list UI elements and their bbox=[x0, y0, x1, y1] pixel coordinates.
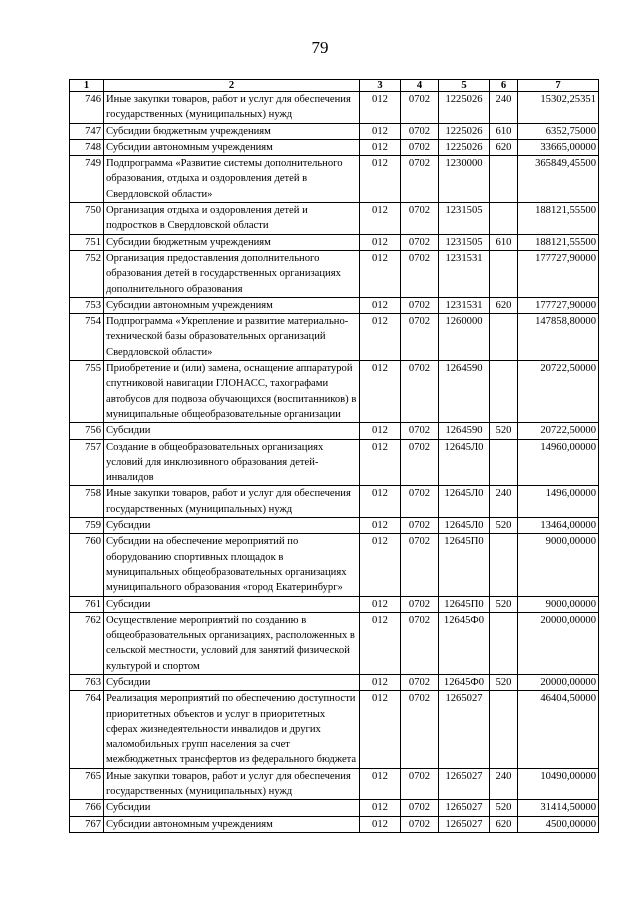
ministry-code: 012 bbox=[360, 156, 401, 203]
row-description: Иные закупки товаров, работ и услуг для обеспечения государственных (муниципальных) нужд bbox=[104, 92, 360, 124]
target-article-code: 1225026 bbox=[439, 92, 490, 124]
column-header: 3 bbox=[360, 80, 401, 92]
target-article-code: 12645Л0 bbox=[439, 439, 490, 486]
budget-table bbox=[69, 79, 599, 833]
row-amount: 33665,00000 bbox=[518, 139, 599, 155]
table-row bbox=[70, 612, 599, 674]
ministry-code: 012 bbox=[360, 297, 401, 313]
column-header: 4 bbox=[401, 80, 439, 92]
expense-type-code: 240 bbox=[490, 486, 518, 518]
section-code: 0702 bbox=[401, 612, 439, 674]
target-article-code: 1231531 bbox=[439, 250, 490, 297]
row-amount: 31414,50000 bbox=[518, 800, 599, 816]
row-number: 763 bbox=[70, 674, 104, 690]
target-article-code: 12645Л0 bbox=[439, 486, 490, 518]
ministry-code: 012 bbox=[360, 596, 401, 612]
table-row bbox=[70, 314, 599, 361]
table-row bbox=[70, 123, 599, 139]
expense-type-code bbox=[490, 314, 518, 361]
row-amount: 20000,00000 bbox=[518, 674, 599, 690]
table-row bbox=[70, 92, 599, 124]
table-row bbox=[70, 691, 599, 768]
table-row bbox=[70, 361, 599, 423]
column-header: 1 bbox=[70, 80, 104, 92]
section-code: 0702 bbox=[401, 800, 439, 816]
row-amount: 14960,00000 bbox=[518, 439, 599, 486]
row-amount: 20000,00000 bbox=[518, 612, 599, 674]
section-code: 0702 bbox=[401, 361, 439, 423]
ministry-code: 012 bbox=[360, 250, 401, 297]
table-row bbox=[70, 768, 599, 800]
target-article-code: 1231531 bbox=[439, 297, 490, 313]
section-code: 0702 bbox=[401, 156, 439, 203]
row-description: Приобретение и (или) замена, оснащение аппаратурой спутниковой навигации ГЛОНАСС, тахографами автобусов для подвоза обучающихся (воспитанников) в муниципальные общеобразовательные организации bbox=[104, 361, 360, 423]
table-row bbox=[70, 534, 599, 596]
section-code: 0702 bbox=[401, 674, 439, 690]
expense-type-code bbox=[490, 203, 518, 235]
row-description: Субсидии бюджетным учреждениям bbox=[104, 123, 360, 139]
row-amount: 177727,90000 bbox=[518, 297, 599, 313]
target-article-code: 1225026 bbox=[439, 123, 490, 139]
row-number: 765 bbox=[70, 768, 104, 800]
ministry-code: 012 bbox=[360, 139, 401, 155]
table-row bbox=[70, 439, 599, 486]
ministry-code: 012 bbox=[360, 518, 401, 534]
table-row bbox=[70, 250, 599, 297]
row-description: Субсидии bbox=[104, 518, 360, 534]
row-description: Иные закупки товаров, работ и услуг для обеспечения государственных (муниципальных) нужд bbox=[104, 486, 360, 518]
row-description: Субсидии автономным учреждениям bbox=[104, 139, 360, 155]
row-amount: 9000,00000 bbox=[518, 596, 599, 612]
table-row bbox=[70, 156, 599, 203]
ministry-code: 012 bbox=[360, 816, 401, 832]
row-amount: 13464,00000 bbox=[518, 518, 599, 534]
expense-type-code: 520 bbox=[490, 674, 518, 690]
table-row bbox=[70, 596, 599, 612]
row-description: Реализация мероприятий по обеспечению доступности приоритетных объектов и услуг в приоритетных сферах жизнедеятельности инвалидов и других маломобильных групп населения за счет межбюджетных трансфертов из федерального бюджета bbox=[104, 691, 360, 768]
section-code: 0702 bbox=[401, 816, 439, 832]
ministry-code: 012 bbox=[360, 203, 401, 235]
section-code: 0702 bbox=[401, 297, 439, 313]
row-number: 764 bbox=[70, 691, 104, 768]
table-header-row bbox=[70, 80, 599, 92]
section-code: 0702 bbox=[401, 486, 439, 518]
ministry-code: 012 bbox=[360, 234, 401, 250]
row-number: 758 bbox=[70, 486, 104, 518]
table-row bbox=[70, 486, 599, 518]
target-article-code: 1265027 bbox=[439, 691, 490, 768]
row-amount: 147858,80000 bbox=[518, 314, 599, 361]
row-number: 762 bbox=[70, 612, 104, 674]
section-code: 0702 bbox=[401, 691, 439, 768]
target-article-code: 1265027 bbox=[439, 816, 490, 832]
expense-type-code: 610 bbox=[490, 123, 518, 139]
row-amount: 20722,50000 bbox=[518, 423, 599, 439]
expense-type-code bbox=[490, 534, 518, 596]
row-amount: 6352,75000 bbox=[518, 123, 599, 139]
row-amount: 10490,00000 bbox=[518, 768, 599, 800]
row-number: 748 bbox=[70, 139, 104, 155]
row-amount: 46404,50000 bbox=[518, 691, 599, 768]
expense-type-code bbox=[490, 612, 518, 674]
row-number: 750 bbox=[70, 203, 104, 235]
row-description: Осуществление мероприятий по созданию в общеобразовательных организациях, расположенных в сельской местности, условий для занятий физической культурой и спортом bbox=[104, 612, 360, 674]
row-number: 749 bbox=[70, 156, 104, 203]
target-article-code: 1231505 bbox=[439, 234, 490, 250]
ministry-code: 012 bbox=[360, 486, 401, 518]
row-number: 747 bbox=[70, 123, 104, 139]
section-code: 0702 bbox=[401, 314, 439, 361]
expense-type-code: 620 bbox=[490, 816, 518, 832]
expense-type-code: 520 bbox=[490, 800, 518, 816]
section-code: 0702 bbox=[401, 139, 439, 155]
row-description: Субсидии bbox=[104, 596, 360, 612]
section-code: 0702 bbox=[401, 203, 439, 235]
ministry-code: 012 bbox=[360, 439, 401, 486]
expense-type-code: 610 bbox=[490, 234, 518, 250]
section-code: 0702 bbox=[401, 92, 439, 124]
row-description: Создание в общеобразовательных организациях условий для инклюзивного образования детей-инвалидов bbox=[104, 439, 360, 486]
target-article-code: 1264590 bbox=[439, 423, 490, 439]
target-article-code: 12645Л0 bbox=[439, 518, 490, 534]
target-article-code: 1265027 bbox=[439, 768, 490, 800]
target-article-code: 1260000 bbox=[439, 314, 490, 361]
section-code: 0702 bbox=[401, 250, 439, 297]
target-article-code: 1225026 bbox=[439, 139, 490, 155]
row-number: 757 bbox=[70, 439, 104, 486]
row-description: Субсидии на обеспечение мероприятий по оборудованию спортивных площадок в муниципальных общеобразовательных организациях муниципального образования «город Екатеринбург» bbox=[104, 534, 360, 596]
row-number: 767 bbox=[70, 816, 104, 832]
row-description: Субсидии bbox=[104, 800, 360, 816]
ministry-code: 012 bbox=[360, 534, 401, 596]
ministry-code: 012 bbox=[360, 123, 401, 139]
target-article-code: 1264590 bbox=[439, 361, 490, 423]
section-code: 0702 bbox=[401, 534, 439, 596]
expense-type-code bbox=[490, 156, 518, 203]
row-number: 754 bbox=[70, 314, 104, 361]
ministry-code: 012 bbox=[360, 314, 401, 361]
row-number: 746 bbox=[70, 92, 104, 124]
expense-type-code: 240 bbox=[490, 92, 518, 124]
ministry-code: 012 bbox=[360, 674, 401, 690]
target-article-code: 1230000 bbox=[439, 156, 490, 203]
target-article-code: 12645П0 bbox=[439, 534, 490, 596]
table-row bbox=[70, 518, 599, 534]
target-article-code: 12645Ф0 bbox=[439, 612, 490, 674]
expense-type-code bbox=[490, 439, 518, 486]
row-amount: 177727,90000 bbox=[518, 250, 599, 297]
table-row bbox=[70, 139, 599, 155]
table-row bbox=[70, 423, 599, 439]
column-header: 7 bbox=[518, 80, 599, 92]
section-code: 0702 bbox=[401, 123, 439, 139]
row-amount: 1496,00000 bbox=[518, 486, 599, 518]
expense-type-code: 620 bbox=[490, 139, 518, 155]
section-code: 0702 bbox=[401, 234, 439, 250]
row-description: Подпрограмма «Укрепление и развитие материально-технической базы образовательных организаций Свердловской области» bbox=[104, 314, 360, 361]
row-description: Субсидии автономным учреждениям bbox=[104, 297, 360, 313]
table-row bbox=[70, 800, 599, 816]
expense-type-code: 240 bbox=[490, 768, 518, 800]
target-article-code: 1265027 bbox=[439, 800, 490, 816]
expense-type-code: 620 bbox=[490, 297, 518, 313]
row-number: 756 bbox=[70, 423, 104, 439]
ministry-code: 012 bbox=[360, 361, 401, 423]
row-description: Иные закупки товаров, работ и услуг для обеспечения государственных (муниципальных) нужд bbox=[104, 768, 360, 800]
table-row bbox=[70, 816, 599, 832]
row-amount: 15302,25351 bbox=[518, 92, 599, 124]
row-description: Субсидии bbox=[104, 423, 360, 439]
column-header: 2 bbox=[104, 80, 360, 92]
ministry-code: 012 bbox=[360, 768, 401, 800]
expense-type-code: 520 bbox=[490, 423, 518, 439]
expense-type-code bbox=[490, 250, 518, 297]
column-header: 6 bbox=[490, 80, 518, 92]
section-code: 0702 bbox=[401, 768, 439, 800]
row-description: Субсидии автономным учреждениям bbox=[104, 816, 360, 832]
row-number: 752 bbox=[70, 250, 104, 297]
table-row bbox=[70, 234, 599, 250]
row-amount: 9000,00000 bbox=[518, 534, 599, 596]
column-header: 5 bbox=[439, 80, 490, 92]
row-description: Организация предоставления дополнительного образования детей в государственных организациях дополнительного образования bbox=[104, 250, 360, 297]
expense-type-code bbox=[490, 361, 518, 423]
section-code: 0702 bbox=[401, 439, 439, 486]
target-article-code: 1231505 bbox=[439, 203, 490, 235]
row-number: 766 bbox=[70, 800, 104, 816]
expense-type-code: 520 bbox=[490, 518, 518, 534]
ministry-code: 012 bbox=[360, 612, 401, 674]
target-article-code: 12645П0 bbox=[439, 596, 490, 612]
row-amount: 20722,50000 bbox=[518, 361, 599, 423]
row-description: Субсидии bbox=[104, 674, 360, 690]
row-amount: 188121,55500 bbox=[518, 234, 599, 250]
expense-type-code: 520 bbox=[490, 596, 518, 612]
table-row bbox=[70, 297, 599, 313]
ministry-code: 012 bbox=[360, 800, 401, 816]
row-number: 759 bbox=[70, 518, 104, 534]
row-number: 760 bbox=[70, 534, 104, 596]
row-number: 751 bbox=[70, 234, 104, 250]
ministry-code: 012 bbox=[360, 423, 401, 439]
section-code: 0702 bbox=[401, 423, 439, 439]
expense-type-code bbox=[490, 691, 518, 768]
section-code: 0702 bbox=[401, 596, 439, 612]
row-amount: 188121,55500 bbox=[518, 203, 599, 235]
target-article-code: 12645Ф0 bbox=[439, 674, 490, 690]
table-row bbox=[70, 674, 599, 690]
row-description: Подпрограмма «Развитие системы дополнительного образования, отдыха и оздоровления детей в Свердловской области» bbox=[104, 156, 360, 203]
table-row bbox=[70, 203, 599, 235]
row-amount: 4500,00000 bbox=[518, 816, 599, 832]
row-number: 753 bbox=[70, 297, 104, 313]
row-description: Организация отдыха и оздоровления детей и подростков в Свердловской области bbox=[104, 203, 360, 235]
ministry-code: 012 bbox=[360, 92, 401, 124]
row-description: Субсидии бюджетным учреждениям bbox=[104, 234, 360, 250]
ministry-code: 012 bbox=[360, 691, 401, 768]
row-number: 755 bbox=[70, 361, 104, 423]
page-number: 79 bbox=[311, 38, 329, 57]
row-amount: 365849,45500 bbox=[518, 156, 599, 203]
section-code: 0702 bbox=[401, 518, 439, 534]
row-number: 761 bbox=[70, 596, 104, 612]
